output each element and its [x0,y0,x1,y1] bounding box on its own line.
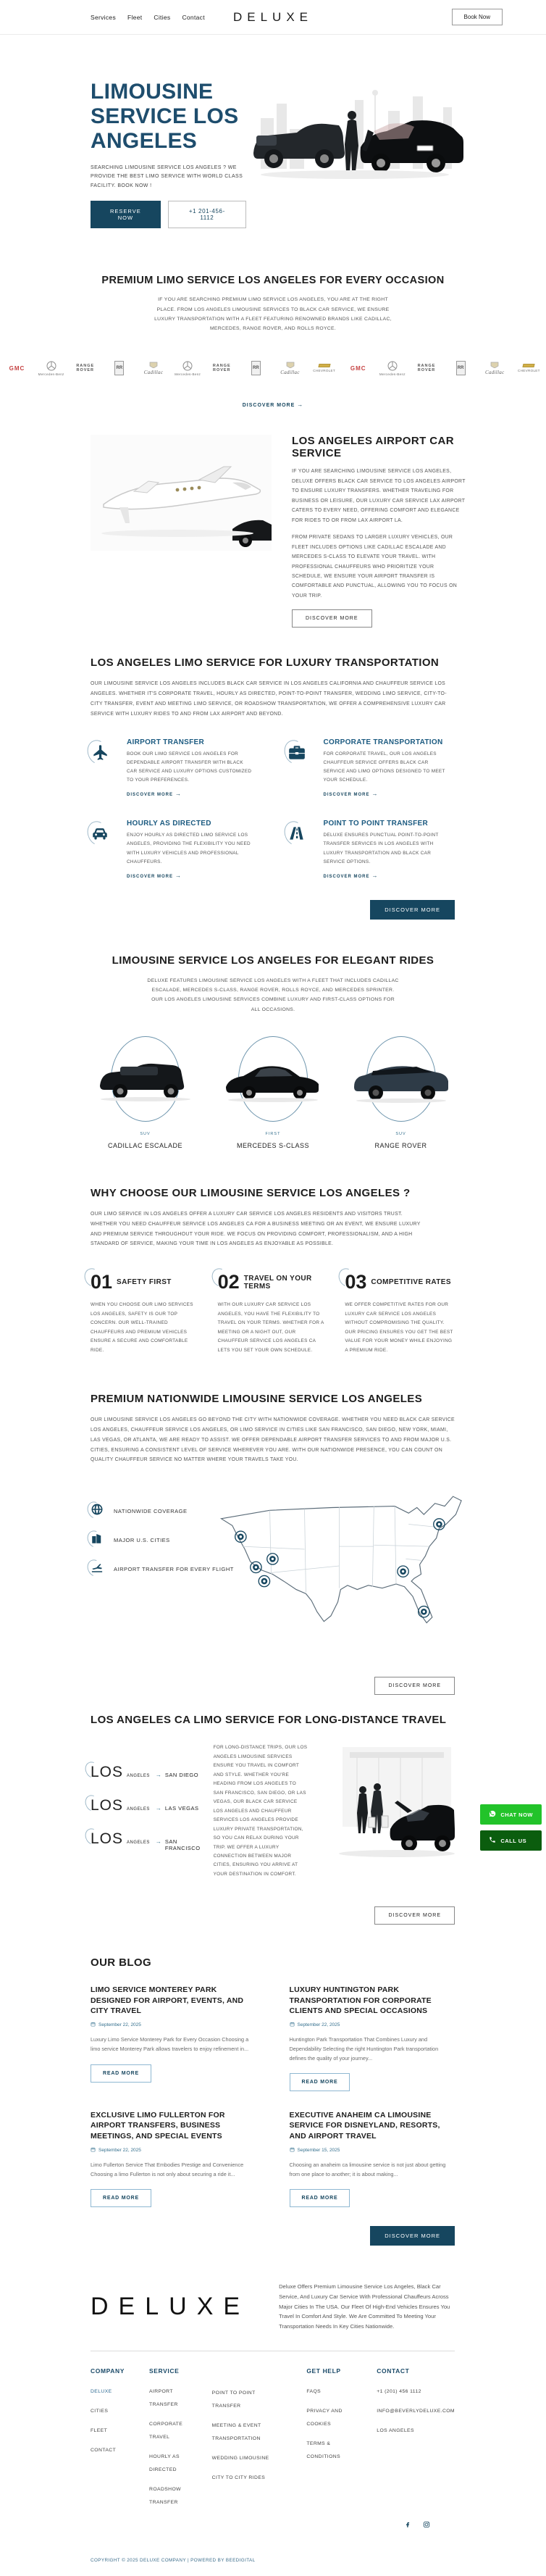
footer-link-wedding[interactable]: WEDDING LIMOUSINE [211,2455,269,2461]
why-item-safety: 01 SAFETY FIRST WHEN YOU CHOOSE OUR LIMO SERVICES LOS ANGELES, SAFETY IS OUR TOP CONCERN. OUR WELL-TRAINED CHAUFFEURS AND PREMIUM VEHICLES ENSURE A SECURE AND COMFORTABLE RIDE. [91,1271,193,1353]
vehicle-tag: SUV [140,1131,151,1136]
footer-link-city-to-city[interactable]: CITY TO CITY RIDES [211,2475,266,2480]
service-card-corporate: CORPORATE TRANSPORTATION FOR CORPORATE TRAVEL, OUR LOS ANGELES CHAUFFEUR SERVICE OFFERS BLACK CAR SERVICE AND LIMO OPTIONS DESIGNED TO MEET YOUR SCHEDULE. DISCOVER MORE → [287,738,455,800]
airport-section [91,435,466,628]
footer-contact-column: CONTACT +1 (201) 456 1112 INFO@BEVERLYDELUXE.COM LOS ANGELES [377,2367,455,2433]
airport-jet-image [91,435,272,551]
blog-post-excerpt: Huntington Park Transportation That Combines Luxury and Dependability Selecting the right Huntington Park transportation defines the quality of your journey... [289,2035,439,2062]
luxury-title: LOS ANGELES LIMO SERVICE FOR LUXURY TRANSPORTATION [91,656,440,670]
brand-logo-strip [0,352,546,384]
brand-range-rover: RANGE ROVER [417,364,436,373]
arrow-right-icon: → [175,791,182,798]
luxury-text: OUR LIMOUSINE SERVICE LOS ANGELES INCLUDES BLACK CAR SERVICE IN LOS ANGELES CALIFORNIA AND CHAUFFEUR SERVICE LOS ANGELES. WHETHER IT'S CORPORATE TRAVEL, HOURLY AS DIRECTED, POINT-TO-POINT TRANSFER, WEDDING LIMO SERVICE, CITY-TO-CITY TRANSFER, EVENT AND MEETING LIMO SERVICE, OR ROADSHOW TRANSPORTATION, WE OFFER A COMPREHENSIVE LUXURY CAR SERVICE WITH LUXURY RIDES TO AND FROM LAX AIRPORT AND BEYOND. [91,681,447,717]
footer-description: Deluxe Offers Premium Limousine Service Los Angeles, Black Car Service, And Luxury Car Service With Professional Chauffeurs Across Major Cities In The USA. Our Fleet Of High-End Vehicles Ensures You Travel In Comfort And Style. We Are Committed To Meeting Your Transportation Needs In Key Cities Nationwide. [279,2283,450,2330]
blog-post [290,2110,455,2207]
why-choose-section [91,1149,455,1355]
site-footer [91,2246,455,2562]
footer-link-point-to-point[interactable]: POINT TO POINT TRANSFER [211,2390,256,2409]
reserve-now-button[interactable]: RESERVE NOW [91,201,161,228]
brand-rolls-royce [102,361,136,375]
arrow-right-icon: → [155,1805,161,1812]
footer-link-faqs[interactable]: FAQS [306,2388,322,2394]
chat-now-button[interactable]: CHAT NOW [480,1804,542,1825]
plane-icon [91,738,118,800]
footer-link-meeting-event[interactable]: MEETING & EVENT TRANSPORTATION [211,2422,261,2441]
facebook-icon[interactable] [403,2520,412,2529]
whatsapp-icon [489,1810,496,1819]
route-la-las-vegas: LOS ANGELES → LAS VEGAS [91,1797,199,1814]
footer-logo: DELUXE [91,2292,251,2320]
site-header [0,0,546,35]
globe-icon [91,1503,106,1519]
arrow-right-icon: → [297,401,304,409]
brand-chevrolet: CHEVROLET [307,364,341,372]
read-more-button[interactable]: READ MORE [91,2189,151,2207]
airport-discover-more-button[interactable]: DISCOVER MORE [292,609,372,628]
card-discover-more-link[interactable]: DISCOVER MORE → [323,872,379,879]
cadillac-crest-icon [149,362,158,368]
read-more-button[interactable]: READ MORE [290,2073,350,2091]
arrow-right-icon: → [155,1772,161,1779]
luxury-discover-more-button[interactable]: DISCOVER MORE [370,900,455,920]
blog-post-date: September 22, 2025 [297,2022,340,2027]
why-number: 02 [217,1271,240,1293]
legend-airport-transfer: AIRPORT TRANSFER FOR EVERY FLIGHT [91,1561,234,1577]
phone-button[interactable]: +1 201-456-1112 [168,201,246,228]
footer-link-hourly[interactable]: HOURLY AS DIRECTED [149,2454,180,2472]
brand-rolls-royce [444,361,478,375]
why-number: 01 [91,1271,113,1293]
brand-mercedes: Mercedes-Benz [34,361,68,376]
cadillac-crest-icon [490,362,499,368]
service-card-hourly: HOURLY AS DIRECTED ENJOY HOURLY AS DIRECTED LIMO SERVICE LOS ANGELES, PROVIDING THE FLEXIBILITY YOU NEED WITH LUXURY VEHICLES AND PROFESSIONAL CHAUFFEURS. DISCOVER MORE → [91,820,259,881]
arrow-right-icon: → [371,872,379,879]
vehicle-tag: SUV [395,1131,406,1136]
brand-chevrolet: CHEVROLET [512,364,546,372]
rolls-royce-badge-icon: RR [251,361,261,375]
why-item-rates: 03 COMPETITIVE RATES WE OFFER COMPETITIVE RATES FOR OUR LUXURY CAR SERVICE LOS ANGELES WITHOUT COMPROMISING THE QUALITY. OUR PRICING ENSURES YOU GET THE BEST VALUE FOR YOUR MONEY WHILE ENJOYING A PREMIUM RIDE. [345,1271,453,1353]
vehicle-image-sclass [238,1036,308,1122]
service-card-point-to-point: POINT TO POINT TRANSFER DELUXE ENSURES PUNCTUAL POINT-TO-POINT TRANSFER SERVICES IN LOS ANGELES WITH LUXURY TRANSPORTATION AND BLACK CAR SERVICE OPTIONS. DISCOVER MORE → [287,820,455,881]
footer-company-column: COMPANY DELUXE CITIES FLEET CONTACT [91,2367,125,2453]
occasion-title: PREMIUM LIMO SERVICE LOS ANGELES FOR EVERY OCCASION [101,275,445,287]
calendar-icon [91,2022,96,2028]
rolls-royce-badge-icon: RR [114,361,124,375]
mercedes-star-icon [46,361,56,371]
fleet-title: LIMOUSINE SERVICE LOS ANGELES FOR ELEGANT RIDES [112,954,434,967]
why-text: OUR LIMO SERVICE IN LOS ANGELES OFFER A LUXURY CAR SERVICE LOS ANGELES RESIDENTS AND VISITORS TRUST. WHETHER YOU NEED CHAUFFEUR SERVICE LOS ANGELES CA FOR A BUSINESS MEETING OR AN EVENT, WE ENSURE LUXURY AND PREMIUM SERVICE THROUGHOUT YOUR RIDE. WE FOCUS ON PROVIDING COMFORT, PROFESSIONALISM, AND A HIGH STANDARD OF SERVICE, MAKING YOUR TIME IN LOS ANGELES AS ENJOYABLE AS POSSIBLE. [91,1211,421,1247]
blog-post-excerpt: Limo Fullerton Service That Embodies Prestige and Convenience Choosing a limo Fullerton is not only about securing a ride it... [91,2161,244,2177]
footer-phone-link[interactable]: +1 (201) 456 1112 [377,2388,421,2394]
nationwide-title: PREMIUM NATIONWIDE LIMOUSINE SERVICE LOS ANGELES [91,1393,423,1406]
routes-list [91,1743,201,1879]
vehicle-card-range-rover[interactable] [347,1036,455,1149]
card-discover-more-link[interactable]: DISCOVER MORE → [127,872,182,879]
why-item-terms: 02 TRAVEL ON YOUR TERMS WITH OUR LUXURY CAR SERVICE LOS ANGELES, YOU HAVE THE FLEXIBILITY TO TRAVEL ON YOUR TERMS. WHETHER FOR A MEETING OR A NIGHT OUT, OUR CHAUFFEUR SERVICE LOS ANGELES CA LETS YOU SET YOUR OWN SCHEDULE. [217,1271,324,1353]
route-la-san-diego: LOS ANGELES → SAN DIEGO [91,1764,199,1781]
footer-link-airport-transfer[interactable]: AIRPORT TRANSFER [149,2388,178,2407]
brand-cadillac: Cadillac [478,362,512,375]
blog-section [91,1925,455,2246]
footer-link-roadshow[interactable]: ROADSHOW TRANSFER [149,2486,181,2505]
luxury-section [91,628,455,920]
brand-cadillac: Cadillac [273,362,307,375]
brand-range-rover: RANGE ROVER [212,364,231,373]
footer-link-privacy[interactable]: PRIVACY AND COOKIES [306,2408,343,2427]
legend-major-cities: MAJOR U.S. CITIES [91,1532,234,1548]
blog-post-title[interactable]: EXCLUSIVE LIMO FULLERTON FOR AIRPORT TRANSFERS, BUSINESS MEETINGS, AND SPECIAL EVENTS [91,2111,225,2141]
brand-gmc: GMC [350,364,366,372]
nav-fleet[interactable]: Fleet [127,13,143,21]
footer-link-contact[interactable]: CONTACT [91,2447,117,2453]
vehicle-tag: FIRST [265,1131,281,1136]
book-now-button[interactable]: Book Now [452,9,503,25]
nationwide-text: OUR LIMOUSINE SERVICE LOS ANGELES GO BEYOND THE CITY WITH NATIONWIDE COVERAGE. WHETHER YOU NEED BLACK CAR SERVICE LOS ANGELES, CHAUFFEUR SERVICE LOS ANGELES, OR LIMO SERVICE IN CITIES LIKE SAN FRANCISCO, SAN DIEGO, NEW YORK, MIAMI, LAS VEGAS, OR ATLANTA, WE ARE READY TO ASSIST. WE OFFER DEPENDABLE AIRPORT TRANSFER SERVICES TO AND FROM MAJOR U.S. CITIES, ENSURING A CONSISTENT LEVEL OF SERVICE WHEREVER YOU ARE. WITH OUR NATIONWIDE PRESENCE, YOU CAN COUNT ON QUALITY CHAUFFEUR SERVICE NO MATTER WHERE YOUR TRAVELS TAKE YOU. [91,1417,455,1463]
fleet-text: DELUXE FEATURES LIMOUSINE SERVICE LOS ANGELES WITH A FLEET THAT INCLUDES CADILLAC ESCALADE, MERCEDES S-CLASS, RANGE ROVER, ROLLS ROYCE, AND MERCEDES SPRINTER. OUR LOS ANGELES LIMOUSINE SERVICES COMBINE LUXURY AND FIRST-CLASS OPTIONS FOR ALL OCCASIONS. [147,978,399,1012]
vehicle-image-escalade [111,1036,180,1122]
vehicle-image-range-rover [366,1036,436,1122]
nationwide-section [91,1355,455,1695]
chevrolet-bowtie-icon [318,364,330,367]
airport-title: LOS ANGELES AIRPORT CAR SERVICE [292,435,454,460]
arrow-right-icon: → [175,872,182,879]
blog-post-date: September 22, 2025 [98,2147,141,2153]
blog-post-excerpt: Choosing an anaheim ca limousine service is not just about getting from one place to another; it is about making... [289,2161,446,2177]
brand-mercedes: Mercedes-Benz [375,361,409,376]
long-distance-title: LOS ANGELES CA LIMO SERVICE FOR LONG-DISTANCE TRAVEL [91,1714,447,1727]
main-nav [91,14,205,21]
footer-location-link[interactable]: LOS ANGELES [377,2427,414,2433]
blog-post [91,1985,256,2091]
call-us-button[interactable]: CALL US [480,1830,542,1851]
briefcase-icon [287,738,315,800]
nav-cities[interactable]: Cities [154,13,171,21]
nationwide-discover-more-button[interactable]: DISCOVER MORE [374,1677,455,1695]
calendar-icon [290,2022,295,2028]
calendar-icon [91,2147,96,2154]
nav-services[interactable]: Services [91,13,116,21]
footer-help-column: GET HELP FAQS PRIVACY AND COOKIES TERMS & CONDITIONS [306,2367,343,2459]
read-more-button[interactable]: READ MORE [91,2064,151,2083]
blog-post [290,1985,455,2091]
airport-paragraph-2: FROM PRIVATE SEDANS TO LARGER LUXURY VEHICLES, OUR FLEET INCLUDES OPTIONS LIKE CADILLAC ESCALADE AND MERCEDES S-CLASS TO ELEVATE YOUR TRAVEL. WITH PROFESSIONAL CHAUFFEURS WHO PRIORITIZE YOUR SCHEDULE, WE ENSURE YOUR AIRPORT TRANSFER IS COMFORTABLE AND PUNCTUAL, ALLOWING YOU TO FOCUS ON YOUR TRIP. [292,535,458,599]
blog-post-date: September 15, 2025 [297,2147,340,2153]
hero-cars-image [246,60,463,205]
fleet-section [0,920,546,1149]
vehicle-card-sclass[interactable] [219,1036,327,1149]
hero-illustration [246,60,546,205]
blog-post-date: September 22, 2025 [98,2022,141,2027]
site-logo[interactable]: DELUXE [232,9,314,24]
occasion-text: IF YOU ARE SEARCHING PREMIUM LIMO SERVICE LOS ANGELES, YOU ARE AT THE RIGHT PLACE. FROM LOS ANGELES LIMOUSINE SERVICES TO BLACK CAR SERVICE, WE ENSURE LUXURY TRANSPORTATION WITH A FLEET FEATURING RENOWNED BRANDS LIKE CADILLAC, MERCEDES, RANGE ROVER, AND ROLLS ROYCE. [154,297,392,332]
footer-email-link[interactable]: INFO@BEVERLYDELUXE.COM [377,2408,455,2414]
airport-paragraph-1: IF YOU ARE SEARCHING LIMOUSINE SERVICE LOS ANGELES, DELUXE OFFERS BLACK CAR SERVICE TO LOS ANGELES AIRPORT TO ENSURE LUXURY TRANSFERS. WHETHER TRAVELING FOR BUSINESS OR LEISURE, OUR LUXURY CAR SERVICE LAX AIRPORT CATERS TO EVERY NEED, OFFERING COMFORT AND ELEGANCE FOR RIDES TO OR FROM LAX AIRPORT LA. [292,469,466,523]
car-icon [91,820,118,881]
blog-post-title[interactable]: EXECUTIVE ANAHEIM CA LIMOUSINE SERVICE FOR DISNEYLAND, RESORTS, AND AIRPORT TRAVEL [289,2111,440,2141]
occasion-discover-more-link[interactable]: DISCOVER MORE → [242,401,304,409]
rolls-royce-badge-icon: RR [456,361,466,375]
buildings-icon [91,1532,106,1548]
brand-gmc: GMC [9,364,25,372]
road-icon [287,820,315,881]
why-number: 03 [345,1271,367,1293]
footer-service-column: SERVICE AIRPORT TRANSFER CORPORATE TRAVEL HOURLY AS DIRECTED ROADSHOW TRANSFER POINT TO POINT TRANSFER MEETING & EVENT TRANSPORTATION WEDDING LIMOUSINE CITY TO CITY RIDES [149,2367,269,2505]
vehicle-name: RANGE ROVER [374,1141,427,1149]
card-discover-more-link[interactable]: DISCOVER MORE → [323,791,379,798]
brand-rolls-royce [239,361,273,375]
vehicle-name: MERCEDES S-CLASS [236,1141,310,1149]
long-distance-image [321,1743,455,1870]
usa-map [194,1483,498,1649]
footer-link-deluxe[interactable]: DELUXE [91,2388,112,2394]
service-card-airport-transfer: AIRPORT TRANSFER BOOK OUR LIMO SERVICE LOS ANGELES FOR DEPENDABLE AIRPORT TRANSFER WITH BLACK CAR SERVICE AND LUXURY OPTIONS CUSTOMIZED TO YOUR PREFERENCES. DISCOVER MORE → [91,738,259,800]
footer-link-fleet[interactable]: FLEET [91,2427,108,2433]
cadillac-crest-icon [286,362,295,368]
instagram-icon[interactable] [422,2520,431,2529]
brand-cadillac: Cadillac [137,362,171,375]
calendar-icon [290,2147,295,2154]
nav-contact[interactable]: Contact [182,13,205,21]
footer-link-corporate-travel[interactable]: CORPORATE TRAVEL [149,2421,183,2440]
blog-title: OUR BLOG [91,1956,152,1969]
long-distance-discover-more-button[interactable]: DISCOVER MORE [374,1906,455,1925]
long-distance-text: FOR LONG-DISTANCE TRIPS, OUR LOS ANGELES LIMOUSINE SERVICES ENSURE YOU TRAVEL IN COMFORT AND STYLE. WHETHER YOU'RE HEADING FROM LOS ANGELES TO SAN FRANCISCO, SAN DIEGO, OR LAS VEGAS, OUR BLACK CAR SERVICE LOS ANGELES AND CHAUFFEUR SERVICES LOS ANGELES PROVIDE LUXURY PRIVATE TRANSPORTATION, SO YOU CAN RELAX DURING YOUR TRIP. WE OFFER A LUXURY CONNECTION BETWEEN MAJOR CITIES, ENSURING YOU ARRIVE AT YOUR DESTINATION IN COMFORT. [213,1745,308,1877]
mercedes-star-icon [387,361,398,371]
occasion-section [0,247,546,333]
plane-takeoff-icon [91,1561,106,1577]
why-title: WHY CHOOSE OUR LIMOUSINE SERVICE LOS ANGELES ? [91,1186,411,1199]
chevrolet-bowtie-icon [523,364,535,367]
arrow-right-icon: → [155,1838,161,1846]
card-discover-more-link[interactable]: DISCOVER MORE → [127,791,182,798]
copyright-text: COPYRIGHT © 2025 DELUXE COMPANY | POWERED BY BEEDIGITAL [91,2557,256,2563]
route-la-san-francisco: LOS ANGELES → SAN FRANCISCO [91,1830,201,1852]
phone-icon [489,1836,496,1845]
brand-range-rover: RANGE ROVER [76,364,95,373]
long-distance-section [91,1695,455,1925]
hero-title: LIMOUSINE SERVICE LOS ANGELES [91,80,239,153]
hero-section [0,35,546,247]
blog-discover-more-button[interactable]: DISCOVER MORE [370,2226,455,2246]
brand-mercedes: Mercedes-Benz [171,361,205,376]
vehicle-card-escalade[interactable] [91,1036,200,1149]
blog-post-excerpt: Luxury Limo Service Monterey Park for Every Occasion Choosing a limo service Monterey Park allows travelers to enjoy refinement in... [91,2035,249,2052]
blog-post-title[interactable]: LIMO SERVICE MONTEREY PARK DESIGNED FOR AIRPORT, EVENTS, AND CITY TRAVEL [91,1985,244,2015]
blog-post-title[interactable]: LUXURY HUNTINGTON PARK TRANSPORTATION FOR CORPORATE CLIENTS AND SPECIAL OCCASIONS [289,1985,432,2015]
floating-buttons [480,1804,542,1851]
read-more-button[interactable]: READ MORE [290,2189,350,2207]
footer-link-cities[interactable]: CITIES [91,2408,109,2414]
blog-post [91,2110,256,2207]
hero-subtitle: SEARCHING LIMOUSINE SERVICE LOS ANGELES ? WE PROVIDE THE BEST LIMO SERVICE WITH WORLD CLASS FACILITY. BOOK NOW ! [91,164,243,188]
footer-link-terms[interactable]: TERMS & CONDITIONS [306,2440,340,2459]
legend-nationwide-coverage: NATIONWIDE COVERAGE [91,1503,234,1519]
arrow-right-icon: → [371,791,379,798]
mercedes-star-icon [182,361,193,371]
vehicle-name: CADILLAC ESCALADE [107,1141,183,1149]
